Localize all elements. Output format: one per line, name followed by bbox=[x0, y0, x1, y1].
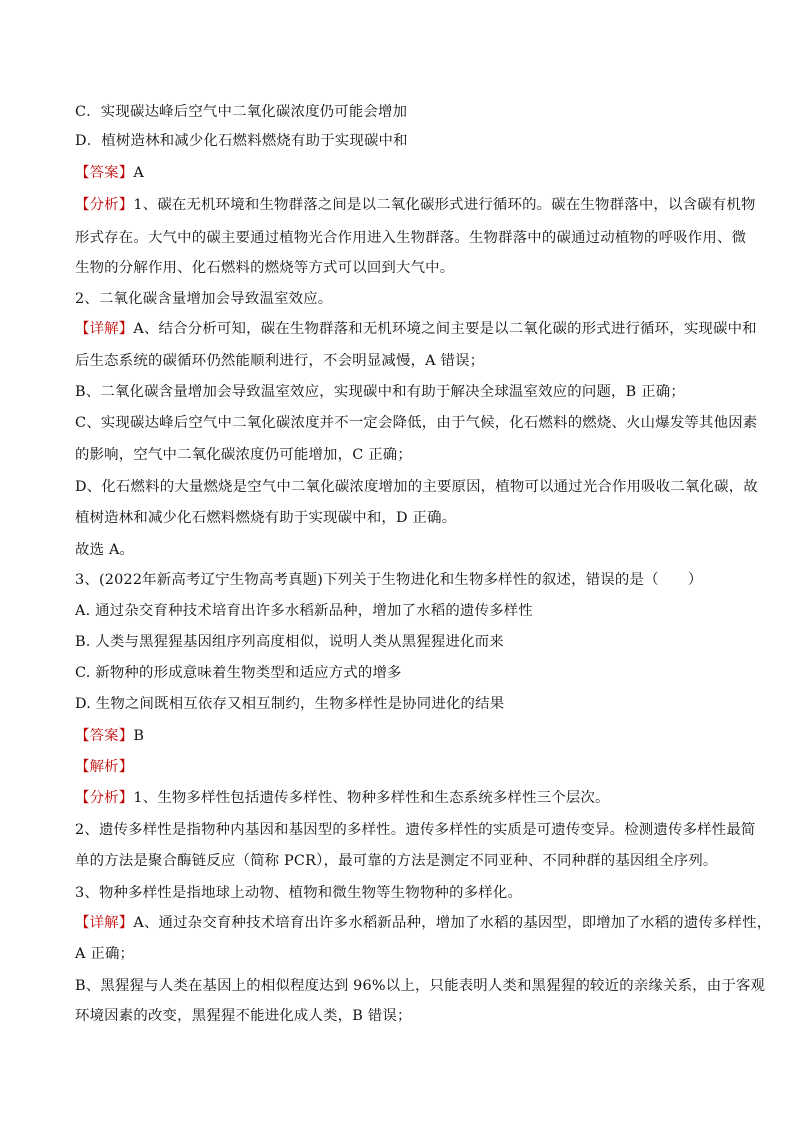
section-tag: 【解析】 bbox=[75, 759, 134, 775]
text-line bbox=[75, 413, 757, 433]
text-line bbox=[75, 508, 456, 528]
line-text: 1、生物多样性包括遗传多样性、物种多样性和生态系统多样性三个层次。 bbox=[133, 790, 610, 806]
line-text: 故选 A。 bbox=[75, 542, 135, 558]
line-text: A. 通过杂交育种技术培育出许多水稻新品种，增加了水稻的遗传多样性 bbox=[75, 603, 533, 619]
line-text: B、黑猩猩与人类在基因上的相似程度达到 96%以上，只能表明人类和黑猩猩的较近的亲缘关系，由于客观 bbox=[75, 978, 766, 994]
text-line bbox=[75, 258, 454, 278]
line-text: A bbox=[133, 165, 144, 181]
section-tag: 【详解】 bbox=[75, 321, 134, 337]
line-text: D. 生物之间既相互依存又相互制约，生物多样性是协同进化的结果 bbox=[75, 696, 505, 712]
text-line bbox=[75, 163, 144, 183]
section-tag: 【答案】 bbox=[75, 165, 134, 181]
section-tag: 【分析】 bbox=[75, 790, 134, 806]
line-text: 2、遗传多样性是指物种内基因和基因型的多样性。遗传多样性的实质是可遗传变异。检测遗传多样性最简 bbox=[75, 822, 756, 838]
text-line bbox=[75, 632, 504, 652]
line-text: 单的方法是聚合酶链反应（简称 PCR），最可靠的方法是测定不同亚种、不同种群的基因组全序列。 bbox=[75, 853, 718, 869]
text-line bbox=[75, 570, 702, 590]
line-text: 3、(2022年新高考辽宁生物高考真题)下列关于生物进化和生物多样性的叙述，错误的是（ ） bbox=[75, 572, 703, 588]
text-line bbox=[75, 228, 746, 248]
text-line bbox=[75, 289, 332, 309]
line-text: C. 新物种的形成意味着生物类型和适应方式的增多 bbox=[75, 665, 402, 681]
text-line bbox=[75, 883, 522, 903]
text-line bbox=[75, 540, 134, 560]
text-line bbox=[75, 131, 408, 151]
text-line bbox=[75, 1006, 412, 1026]
line-text: B bbox=[133, 728, 145, 744]
line-text: 植树造林和减少化石燃料燃烧有助于实现碳中和，D 正确。 bbox=[75, 510, 457, 526]
line-text: C．实现碳达峰后空气中二氧化碳浓度仍可能会增加 bbox=[75, 104, 408, 120]
text-line bbox=[75, 913, 771, 933]
line-text: 环境因素的改变，黑猩猩不能进化成人类，B 错误； bbox=[75, 1008, 412, 1024]
section-tag: 【分析】 bbox=[75, 197, 134, 213]
text-line bbox=[75, 976, 765, 996]
line-text: 形式存在。大气中的碳主要通过植物光合作用进入生物群落。生物群落中的碳通过动植物的呼吸作用、微 bbox=[75, 230, 747, 246]
text-line bbox=[75, 102, 407, 122]
text-line bbox=[75, 726, 144, 746]
line-text: 3、物种多样性是指地球上动物、植物和微生物等生物物种的多样化。 bbox=[75, 885, 523, 901]
line-text: D．植树造林和减少化石燃料燃烧有助于实现碳中和 bbox=[75, 133, 408, 149]
text-line bbox=[75, 445, 412, 465]
line-text: 生物的分解作用、化石燃料的燃烧等方式可以回到大气中。 bbox=[75, 260, 455, 276]
text-line bbox=[75, 944, 134, 964]
section-tag: 【详解】 bbox=[75, 915, 134, 931]
text-line bbox=[75, 477, 758, 497]
line-text: B、二氧化碳含量增加会导致温室效应，实现碳中和有助于解决全球温室效应的问题，B 正确； bbox=[75, 384, 685, 400]
line-text: A、通过杂交育种技术培育出许多水稻新品种，增加了水稻的基因型，即增加了水稻的遗传多样性， bbox=[133, 915, 772, 931]
text-line bbox=[75, 663, 402, 683]
line-text: D、化石燃料的大量燃烧是空气中二氧化碳浓度增加的主要原因，植物可以通过光合作用吸收二氧化碳，故 bbox=[75, 479, 758, 495]
line-text: B. 人类与黑猩猩基因组序列高度相似，说明人类从黑猩猩进化而来 bbox=[75, 634, 504, 650]
line-text: 的影响，空气中二氧化碳浓度仍可能增加，C 正确； bbox=[75, 447, 412, 463]
section-tag: 【答案】 bbox=[75, 728, 134, 744]
text-line bbox=[75, 382, 685, 402]
text-line bbox=[75, 694, 504, 714]
text-line bbox=[75, 601, 533, 621]
line-text: 1、碳在无机环境和生物群落之间是以二氧化碳形式进行循环的。碳在生物群落中，以含碳有机物 bbox=[133, 197, 756, 213]
line-text: A、结合分析可知，碳在生物群落和无机环境之间主要是以二氧化碳的形式进行循环，实现碳中和 bbox=[133, 321, 757, 337]
line-text: A 正确； bbox=[75, 946, 135, 962]
text-line bbox=[75, 757, 133, 777]
line-text: 2、二氧化碳含量增加会导致温室效应。 bbox=[75, 291, 333, 307]
text-line bbox=[75, 788, 610, 808]
text-line bbox=[75, 351, 484, 371]
text-line bbox=[75, 851, 718, 871]
line-text: C、实现碳达峰后空气中二氧化碳浓度并不一定会降低，由于气候，化石燃料的燃烧、火山爆发等其他因素 bbox=[75, 415, 758, 431]
text-line bbox=[75, 195, 756, 215]
text-line bbox=[75, 820, 756, 840]
text-line bbox=[75, 319, 757, 339]
line-text: 后生态系统的碳循环仍然能顺利进行，不会明显减慢，A 错误； bbox=[75, 353, 485, 369]
